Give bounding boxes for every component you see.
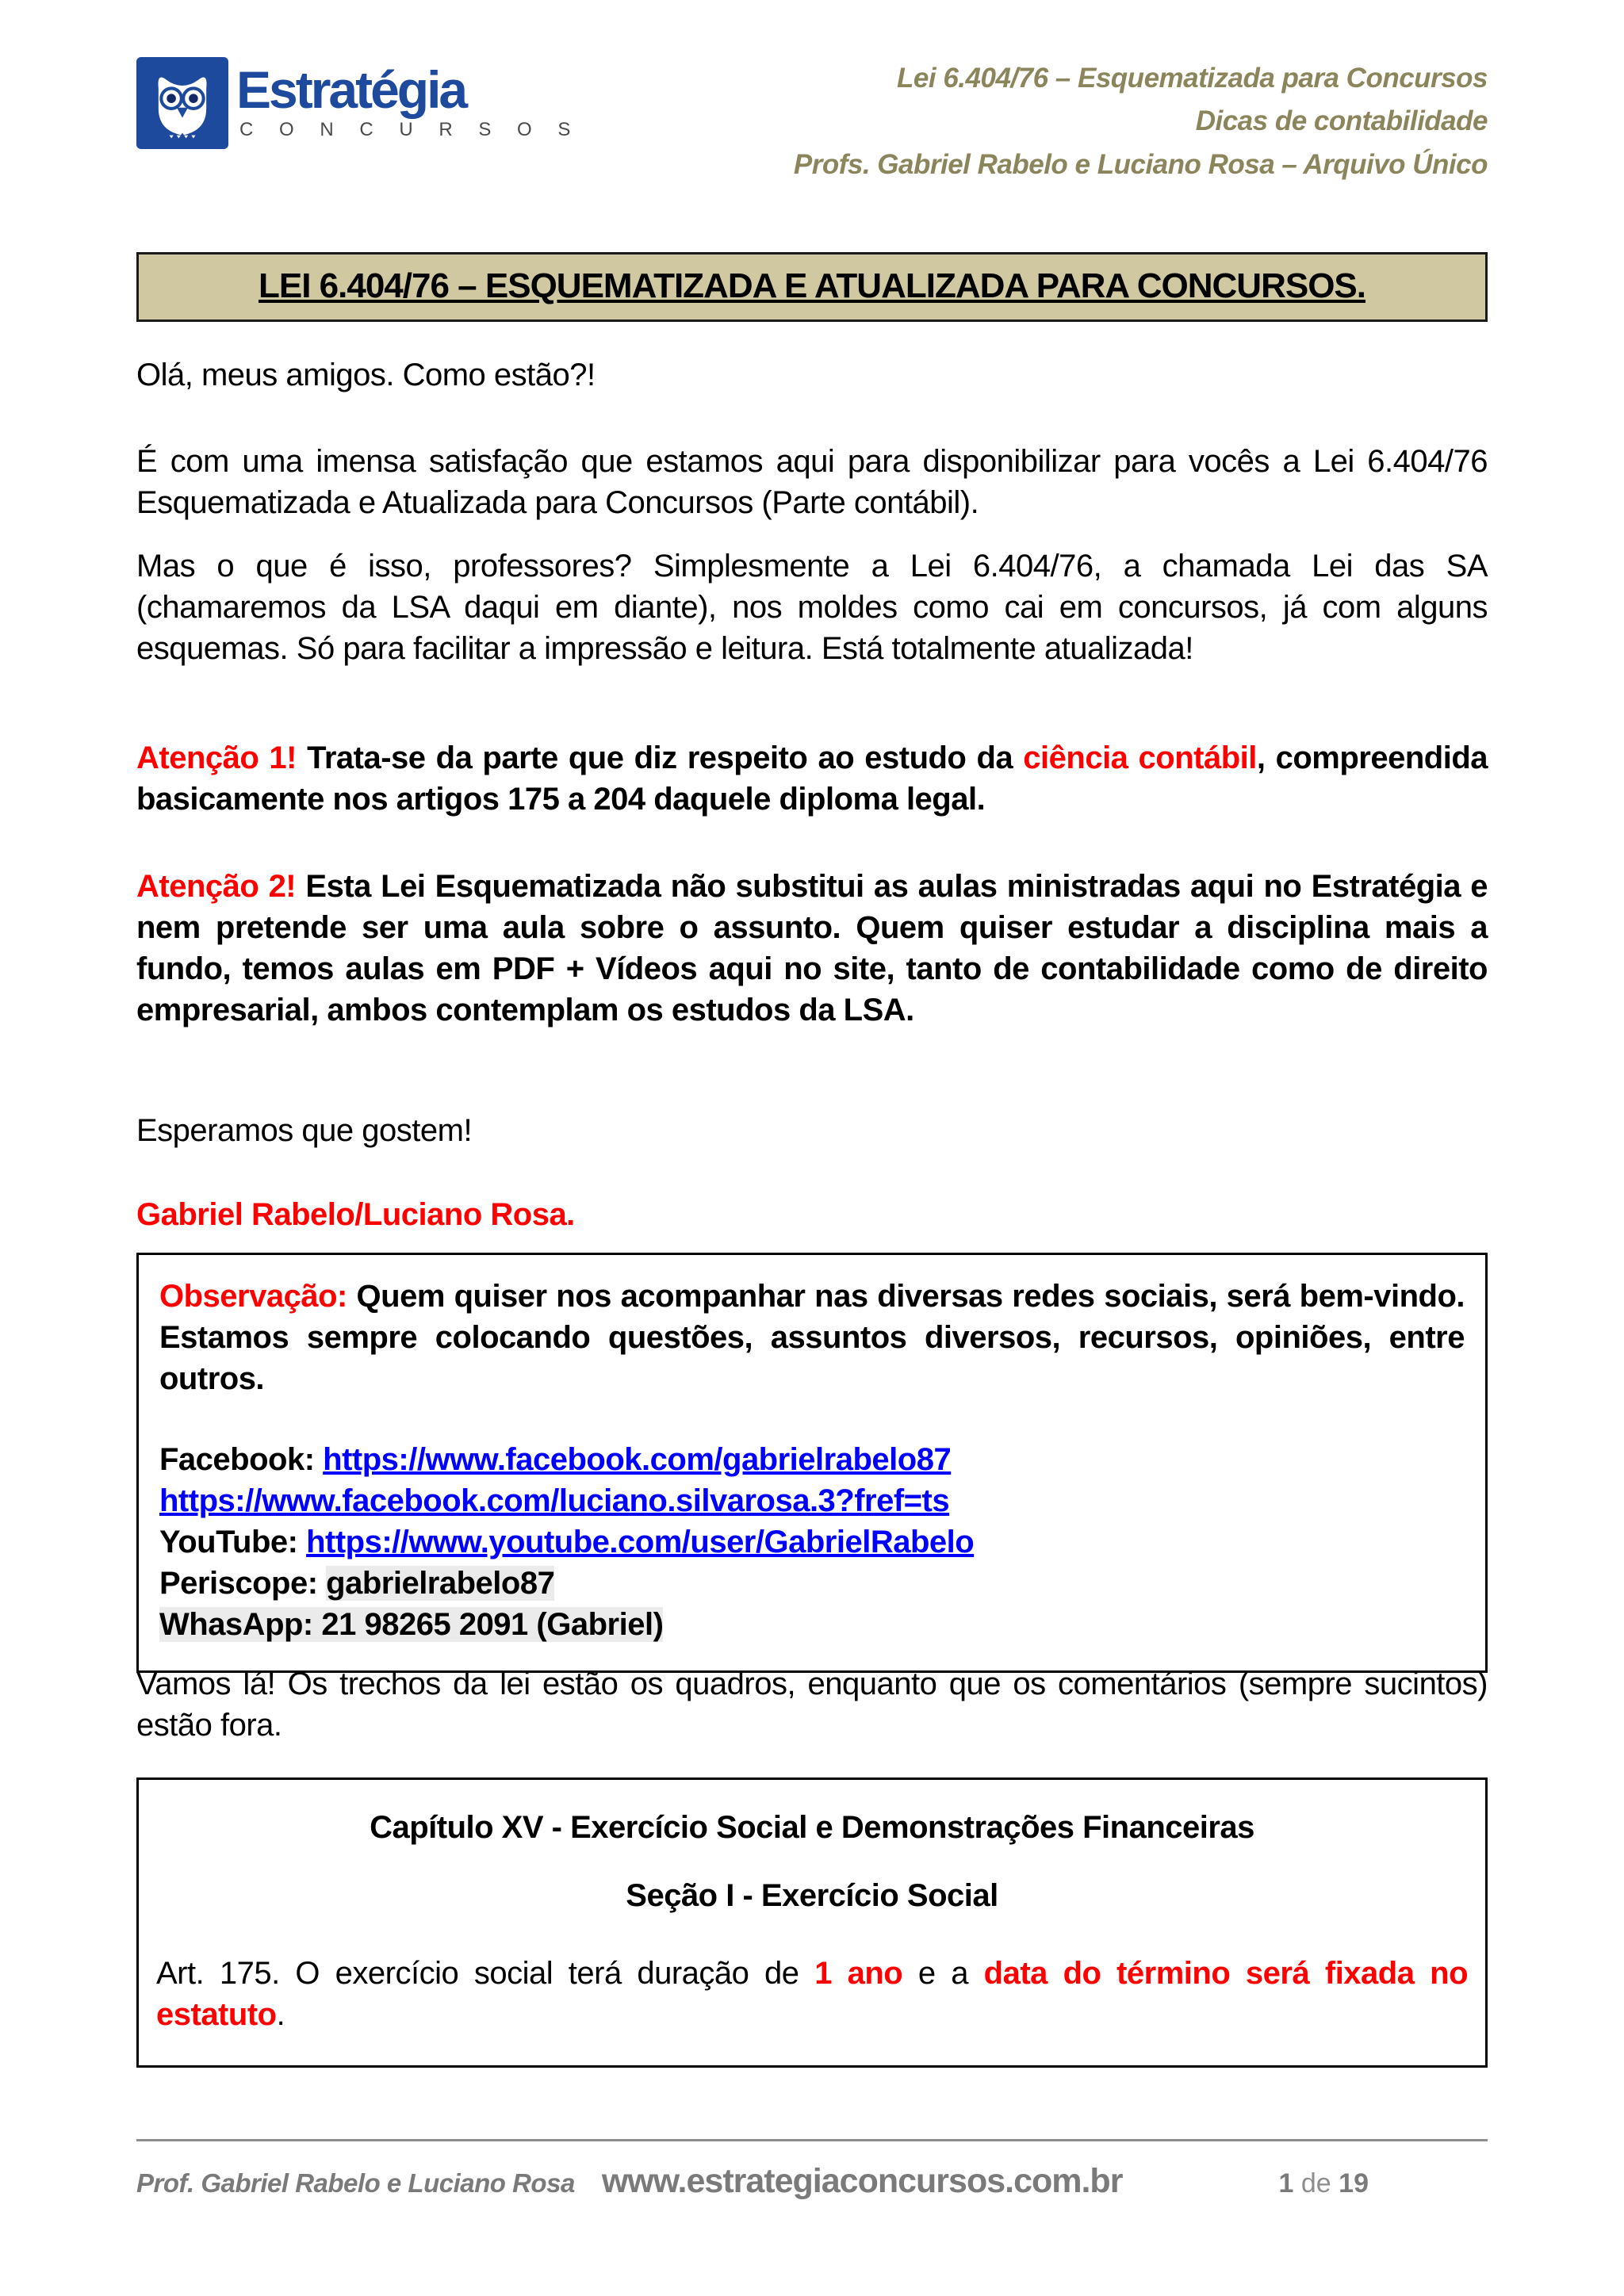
- observation-box: [136, 1253, 1488, 1673]
- footer-website: www.estrategiaconcursos.com.br: [601, 2162, 1123, 2200]
- intro-paragraph-1: Olá, meus amigos. Como estão?!: [136, 358, 596, 392]
- facebook-label: Facebook:: [159, 1442, 324, 1477]
- header-doc-info: [794, 57, 1488, 186]
- header-doc-line-3: Profs. Gabriel Rabelo e Luciano Rosa – Arquivo Único: [793, 148, 1488, 180]
- page-indicator: [1279, 2168, 1488, 2199]
- article-175-paragraph: [156, 1953, 1468, 2035]
- hope-text: Esperamos que gostem!: [136, 1113, 473, 1148]
- attention-1-paragraph: [136, 737, 1488, 820]
- article-highlight-1: 1 ano: [814, 1956, 903, 1991]
- youtube-line: [159, 1521, 1465, 1563]
- attention-2-text: Esta Lei Esquematizada não substitui as aulas ministradas aqui no Estratégia e nem pretende ser uma aula sobre o assunto. Quem quiser estudar a disciplina mais a fundo, temos aulas em PDF + Vídeos aqui no site, tanto de contabilidade como de direito empresarial, ambos contemplam os estudos da LSA.: [136, 869, 1488, 1027]
- header-doc-line-2: Dicas de contabilidade: [1195, 105, 1488, 137]
- article-text-3: .: [276, 1997, 285, 2032]
- page-current: 1: [1278, 2168, 1294, 2198]
- facebook-link[interactable]: https://www.facebook.com/gabrielrabelo87: [323, 1442, 952, 1477]
- chapter-box: [136, 1777, 1488, 2068]
- article-highlight-2: data do término será fixada no estatuto: [156, 1956, 1468, 2032]
- observation-label: Observação:: [159, 1279, 347, 1314]
- periscope-label: Periscope:: [159, 1566, 327, 1601]
- facebook-line-2: [159, 1480, 1465, 1521]
- attention-1-highlight: ciência contábil: [1023, 740, 1257, 775]
- facebook-line: [159, 1439, 1465, 1480]
- youtube-link[interactable]: https://www.youtube.com/user/GabrielRabelo: [306, 1525, 975, 1559]
- whatsapp-line: [159, 1604, 1465, 1645]
- observation-paragraph: [159, 1276, 1465, 1399]
- lets-go-paragraph: Vamos lá! Os trechos da lei estão os quadros, enquanto que os comentários (sempre sucintos) estão fora.: [136, 1667, 1488, 1743]
- signature: Gabriel Rabelo/Luciano Rosa.: [136, 1197, 575, 1232]
- estrategia-logo: [136, 57, 580, 149]
- attention-1-text-2: , compreendida basicamente nos artigos 175 a 204 daquele diploma legal.: [136, 740, 1488, 817]
- footer-authors: Prof. Gabriel Rabelo e Luciano Rosa: [136, 2168, 575, 2198]
- header: [136, 57, 1488, 186]
- chapter-title: Capítulo XV - Exercício Social e Demonstrações Financeiras: [370, 1810, 1254, 1845]
- section-title: Seção I - Exercício Social: [626, 1878, 998, 1913]
- page-separator: de: [1293, 2168, 1339, 2198]
- youtube-label: YouTube:: [159, 1525, 307, 1559]
- attention-1-label: Atenção 1!: [136, 740, 297, 775]
- brand-name: Estratégia: [236, 60, 466, 119]
- header-doc-line-1: Lei 6.404/76 – Esquematizada para Concursos: [897, 63, 1488, 94]
- attention-2-paragraph: [136, 866, 1488, 1031]
- brand-subtitle: C O N C U R S O S: [239, 119, 581, 140]
- title-banner-text: LEI 6.404/76 – ESQUEMATIZADA E ATUALIZADA PARA CONCURSOS.: [259, 266, 1365, 305]
- periscope-value: gabrielrabelo87: [326, 1566, 555, 1601]
- article-text-1: Art. 175. O exercício social terá duração de: [156, 1956, 815, 1991]
- article-text-2: e a: [902, 1956, 984, 1991]
- social-links: [159, 1439, 1465, 1645]
- footer-row: [136, 2162, 1488, 2201]
- footer-left: [136, 2162, 1122, 2201]
- title-banner: [136, 252, 1488, 322]
- observation-text: Quem quiser nos acompanhar nas diversas redes sociais, será bem-vindo. Estamos sempre colocando questões, assuntos diversos, recursos, opiniões, entre outros.: [159, 1279, 1465, 1396]
- attention-1-text-1: Trata-se da parte que diz respeito ao estudo da: [297, 740, 1024, 775]
- intro-paragraph-2: É com uma imensa satisfação que estamos aqui para disponibilizar para vocês a Lei 6.404/76 Esquematizada e Atualizada para Concursos (Parte contábil).: [136, 444, 1488, 520]
- whatsapp-value: WhasApp: 21 98265 2091 (Gabriel): [159, 1607, 664, 1642]
- periscope-line: [159, 1563, 1465, 1604]
- footer: [136, 2139, 1488, 2201]
- page-total: 19: [1339, 2168, 1369, 2198]
- footer-divider: [136, 2139, 1488, 2141]
- attention-2-label: Atenção 2!: [136, 869, 297, 904]
- intro-paragraph-3: Mas o que é isso, professores? Simplesmente a Lei 6.404/76, a chamada Lei das SA (chamaremos da LSA daqui em diante), nos moldes como cai em concursos, já com alguns esquemas. Só para facilitar a impressão e leitura. Está totalmente atualizada!: [136, 549, 1488, 666]
- brand-text: [236, 57, 580, 141]
- facebook-link-2[interactable]: https://www.facebook.com/luciano.silvarosa.3?fref=ts: [159, 1483, 950, 1518]
- owl-logo-icon: [136, 57, 228, 149]
